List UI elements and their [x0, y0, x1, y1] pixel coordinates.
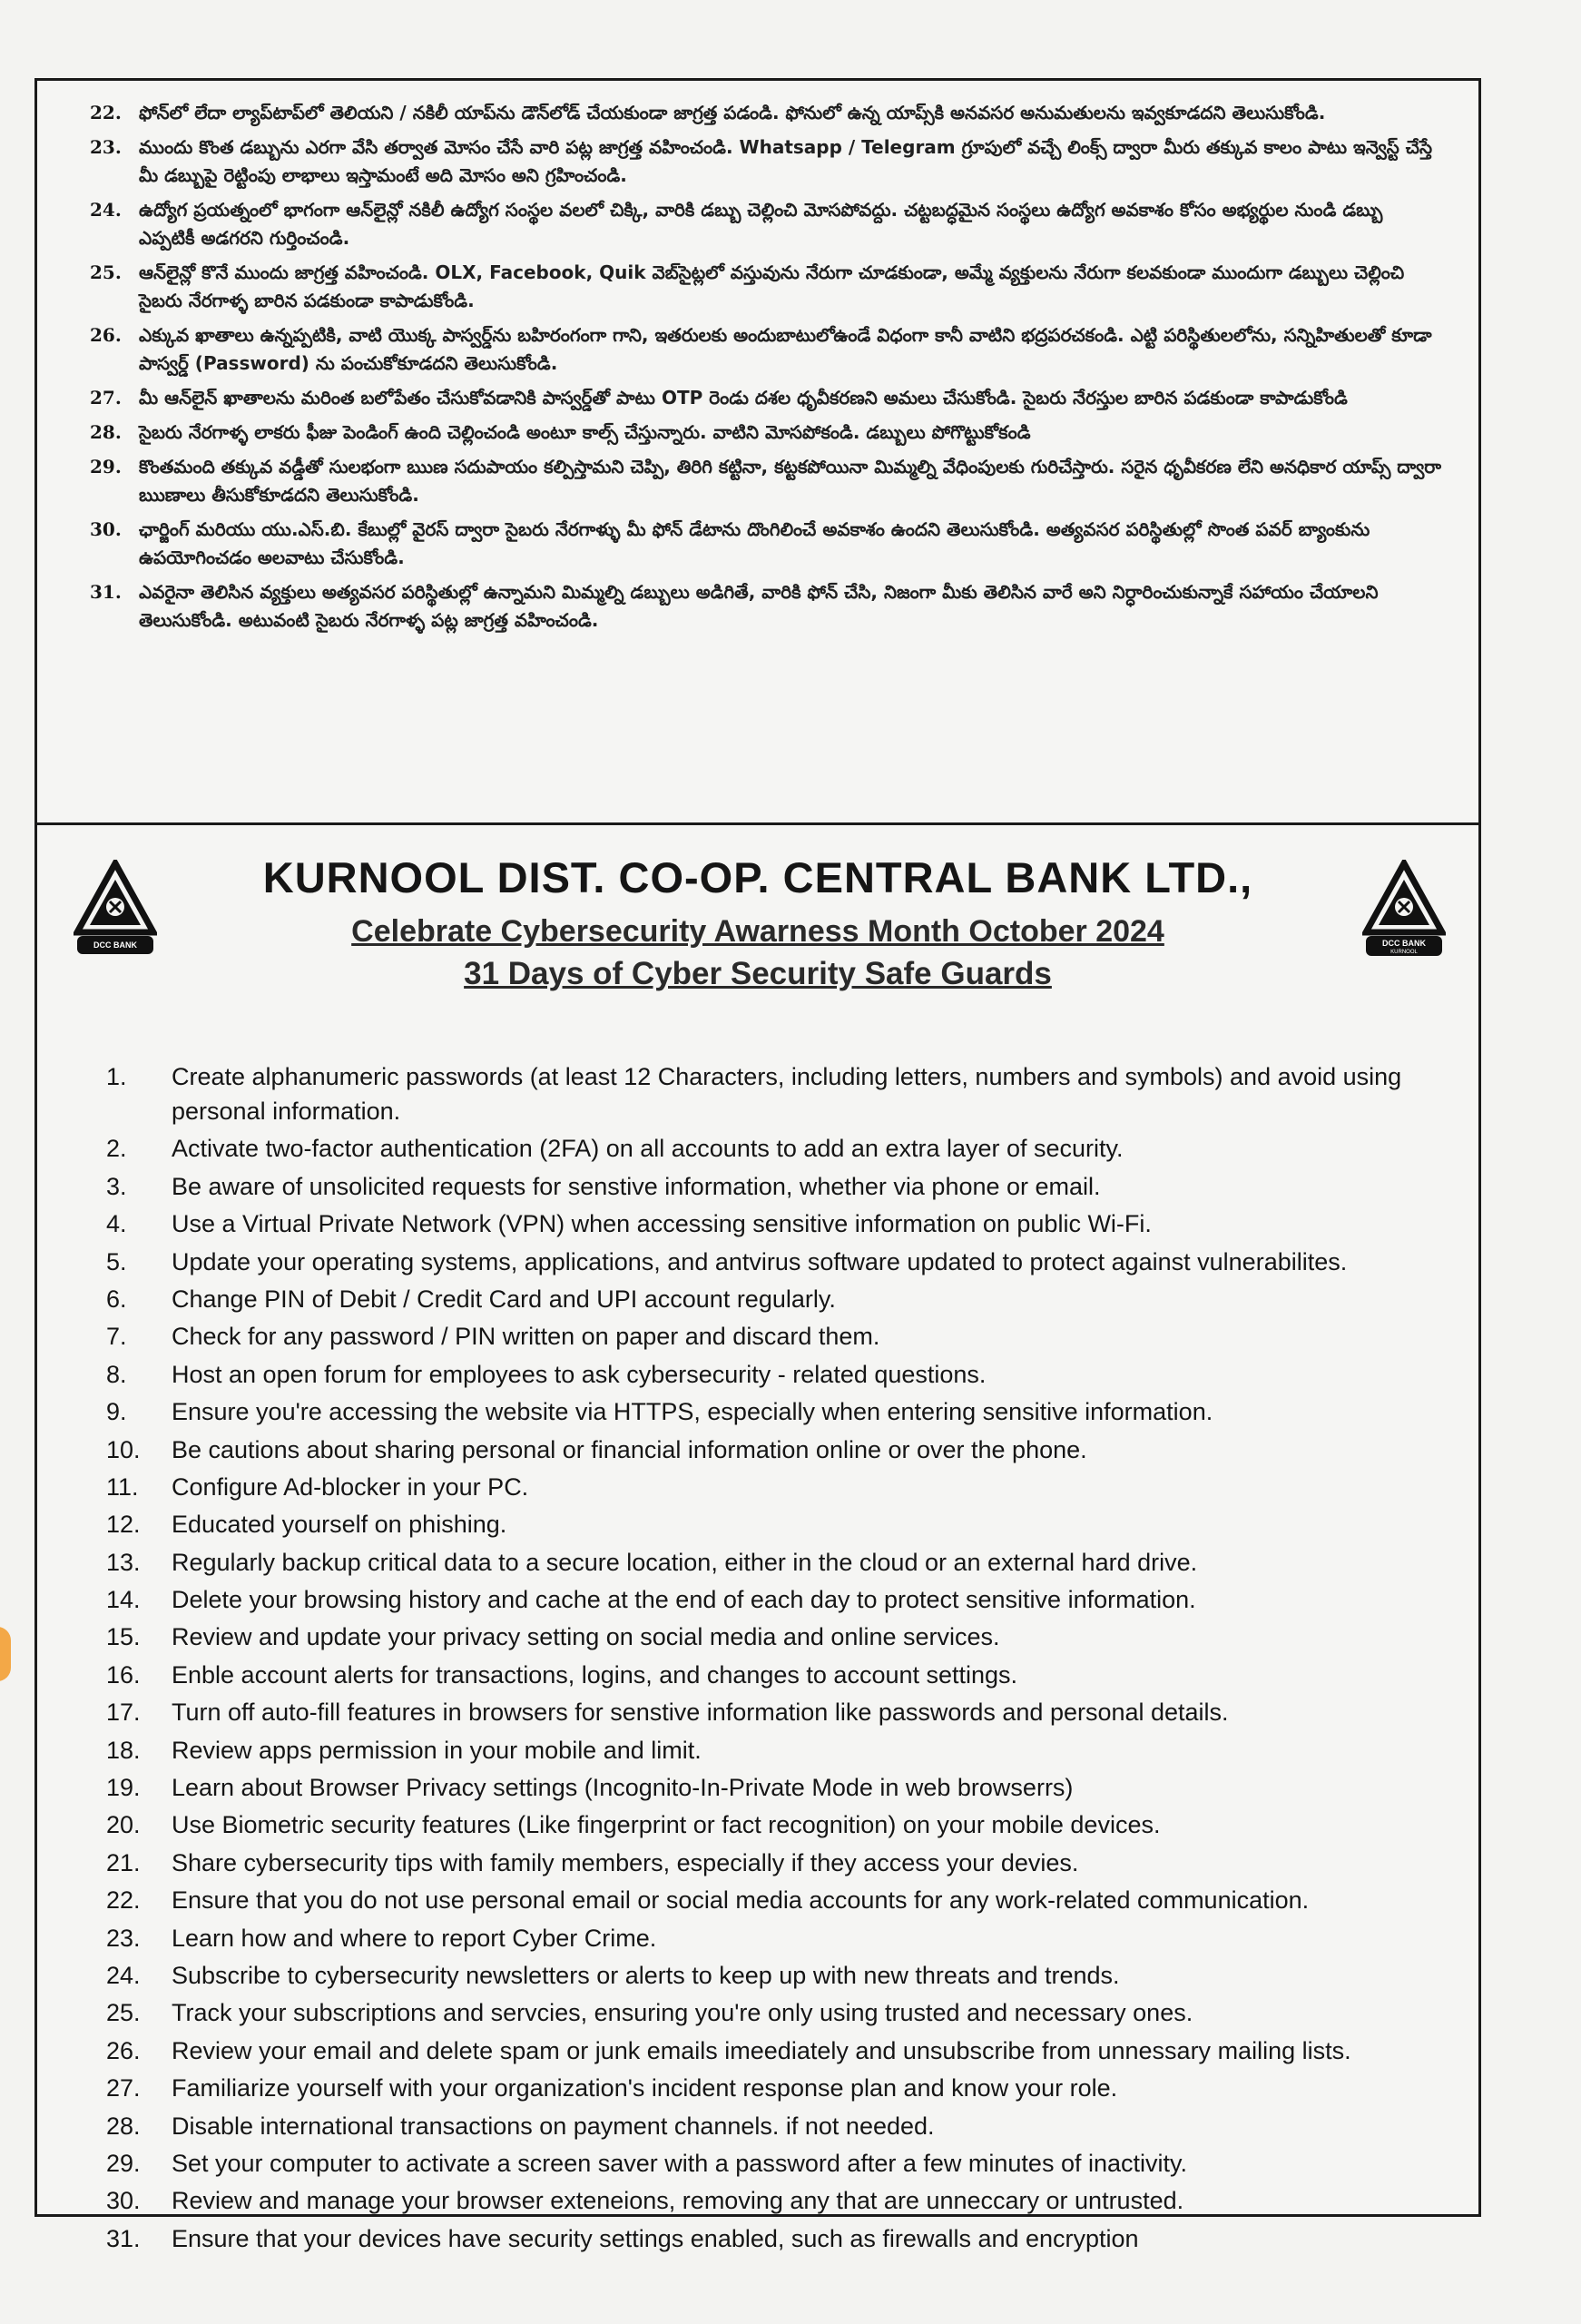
tip-list-item: [72, 1169, 1442, 1204]
tip-list-item: [72, 1658, 1442, 1692]
tip-number: 12.: [106, 1511, 141, 1539]
telugu-list-item: [74, 453, 1442, 509]
item-number: 23.: [90, 136, 122, 158]
item-text: ఛార్జింగ్ మరియు యు.ఎస్.బి. కేబుల్లో వైరస్ ద్వారా సైబరు నేరగాళ్ళు మీ ఫోన్ డేటాను దొంగిలించే అవకాశం ఉందని తెలుసుకోండి. అత్యవసర పరిస్థితుల్లో సొంత పవర్ బ్యాంకును ఉపయోగించడం అలవాటు చేసుకోండి.: [139, 518, 1370, 568]
tip-list-item: [72, 1846, 1442, 1880]
logo-text: DCC BANK: [1382, 939, 1426, 948]
tip-list-item: [72, 2183, 1442, 2218]
item-text: ఎక్కువ ఖాతాలు ఉన్నప్పటికి, వాటి యొక్క పాస్వర్డ్‌ను బహిరంగంగా గాని, ఇతరులకు అందుబాటులోఉండే విధంగా కానీ వాటిని భద్రపరచకండి. ఎట్టి పరిస్థితులలోను, సన్నిహితులతో కూడా పాస్వర్డ్ (Password) ను పంచుకోకూడదని తెలుసుకోండి.: [139, 324, 1432, 374]
bank-header: [37, 827, 1478, 1054]
tip-list-item: [72, 1357, 1442, 1392]
telugu-list-item: [74, 99, 1442, 127]
item-text: కొంతమంది తక్కువ వడ్డీతో సులభంగా ఋణ సదుపాయం కల్పిస్తామని చెప్పి, తిరిగి కట్టినా, కట్టకపోయినా మిమ్మల్ని వేధింపులకు గురిచేస్తారు. సరైన ధృవీకరణ లేని అనధికార యాప్స్ ద్వారా ఋణాలు తీసుకోకూడదని తెలుసుకోండి.: [139, 456, 1441, 506]
telugu-list-item: [74, 133, 1442, 190]
tip-number: 24.: [106, 1961, 141, 1989]
tip-list-item: [72, 2071, 1442, 2105]
tip-number: 7.: [106, 1323, 127, 1351]
tip-text: Review your email and delete spam or junk emails imeediately and unsubscribe from unnessary mailing lists.: [172, 2036, 1351, 2064]
item-text: ముందు కొంత డబ్బును ఎరగా వేసి తర్వాత మోసం చేసే వారి పట్ల జాగ్రత్త వహించండి. Whatsapp / Telegram గ్రూపులో వచ్చే లింక్స్ ద్వారా మీరు తక్కువ కాలం పాటు ఇన్వెస్ట్ చేస్తే మీ డబ్బుపై రెట్టింపు లాభాలు ఇస్తామంటే అది మోసం అని గ్రహించండి.: [139, 136, 1433, 186]
tip-list-item: [72, 1770, 1442, 1805]
item-text: ఆన్‌లైన్లో కొనే ముందు జాగ్రత్త వహించండి. OLX, Facebook, Quik వెబ్‌సైట్లలో వస్తువును నేరుగా చూడకుండా, అమ్మే వ్యక్తులను నేరుగా కలవకుండా ముందుగా డబ్బులు చెల్లించి సైబరు నేరగాళ్ళ బారిన పడకుండా కాపాడుకోండి.: [139, 261, 1405, 311]
tip-list-item: [72, 1958, 1442, 1993]
tip-text: Be aware of unsolicited requests for senstive information, whether via phone or email.: [172, 1172, 1101, 1200]
tip-text: Delete your browsing history and cache at the end of each day to protect sensitive information.: [172, 1586, 1196, 1614]
telugu-list-item: [74, 321, 1442, 378]
tip-text: Ensure you're accessing the website via HTTPS, especially when entering sensitive information.: [172, 1398, 1213, 1426]
notice-sheet: [34, 78, 1481, 2252]
tip-list-item: [72, 1883, 1442, 1917]
tip-list-item: [72, 1995, 1442, 2030]
tip-text: Activate two-factor authentication (2FA) on all accounts to add an extra layer of security.: [172, 1135, 1124, 1163]
tip-number: 31.: [106, 2224, 141, 2252]
tip-number: 18.: [106, 1736, 141, 1764]
tip-list-item: [72, 1470, 1442, 1504]
tip-text: Update your operating systems, applications, and antvirus software updated to protect against vulnerabilites.: [172, 1247, 1348, 1275]
tip-text: Be cautions about sharing personal or financial information online or over the phone.: [172, 1435, 1087, 1463]
tip-number: 26.: [106, 2036, 141, 2064]
tip-number: 10.: [106, 1435, 141, 1463]
tip-text: Review and manage your browser exteneions, removing any that are unneccary or untrusted.: [172, 2187, 1184, 2215]
tip-number: 21.: [106, 1848, 141, 1876]
tip-number: 28.: [106, 2112, 141, 2140]
tip-list-item: [72, 1733, 1442, 1768]
item-text: ఉద్యోగ ప్రయత్నంలో భాగంగా ఆన్‌లైన్లో నకిలీ ఉద్యోగ సంస్థల వలలో చిక్కి, వారికి డబ్బు చెల్లించి మోసపోవద్దు. చట్టబద్ధమైన సంస్థలు ఉద్యోగ అవకాశం కోసం అభ్యర్థుల నుండి డబ్బు ఎప్పటికీ అడగరని గుర్తించండి.: [139, 199, 1383, 249]
tip-text: Learn about Browser Privacy settings (Incognito-In-Private Mode in web browserrs): [172, 1774, 1074, 1802]
tip-text: Track your subscriptions and servcies, ensuring you're only using trusted and necessary ones.: [172, 1999, 1193, 2027]
item-number: 25.: [90, 261, 122, 283]
tip-list-item: [72, 1131, 1442, 1166]
tip-text: Create alphanumeric passwords (at least 12 Characters, including letters, numbers and symbols) and avoid using personal information.: [172, 1063, 1402, 1125]
tip-text: Enble account alerts for transactions, logins, and changes to account settings.: [172, 1660, 1018, 1689]
tip-number: 25.: [106, 1999, 141, 2027]
telugu-list-item: [74, 196, 1442, 252]
tip-list-item: [72, 1582, 1442, 1617]
tip-number: 22.: [106, 1886, 141, 1915]
item-text: మీ ఆన్‌లైన్ ఖాతాలను మరింత బలోపేతం చేసుకోవడానికి పాస్వర్డ్‌తో పాటు OTP రెండు దశల ధృవీకరణని అమలు చేసుకోండి. సైబరు నేరస్తుల బారిన పడకుండా కాపాడుకోండి: [139, 387, 1348, 409]
tip-number: 3.: [106, 1172, 127, 1200]
tip-number: 4.: [106, 1210, 127, 1238]
tip-text: Use a Virtual Private Network (VPN) when accessing sensitive information on public Wi-Fi.: [172, 1210, 1152, 1238]
tip-text: Subscribe to cybersecurity newsletters or alerts to keep up with new threats and trends.: [172, 1961, 1120, 1989]
tip-text: Turn off auto-fill features in browsers for senstive information like passwords and personal details.: [172, 1699, 1229, 1727]
item-number: 31.: [90, 581, 122, 603]
tip-text: Ensure that you do not use personal email or social media accounts for any work-related communication.: [172, 1886, 1310, 1915]
tip-number: 23.: [106, 1924, 141, 1952]
campaign-title: Celebrate Cybersecurity Awarness Month October 2024: [351, 914, 1164, 949]
tip-text: Familiarize yourself with your organization's incident response plan and know your role.: [172, 2074, 1118, 2102]
telugu-list-item: [74, 384, 1442, 412]
tip-list-item: [72, 1921, 1442, 1955]
tip-number: 1.: [106, 1063, 127, 1090]
bank-name: KURNOOL DIST. CO-OP. CENTRAL BANK LTD.,: [262, 853, 1253, 901]
tip-list-item: [72, 2221, 1442, 2256]
item-number: 29.: [90, 456, 122, 478]
item-number: 27.: [90, 387, 122, 409]
tip-list-item: [72, 1620, 1442, 1654]
english-tips-list: [37, 1059, 1478, 2259]
tip-list-item: [72, 2034, 1442, 2068]
orange-sticker: [0, 1627, 11, 1681]
tip-text: Use Biometric security features (Like fingerprint or fact recognition) on your mobile devices.: [172, 1811, 1161, 1839]
tip-number: 20.: [106, 1811, 141, 1839]
tip-list-item: [72, 1394, 1442, 1429]
tip-text: Change PIN of Debit / Credit Card and UPI account regularly.: [172, 1285, 836, 1313]
telugu-list-item: [74, 259, 1442, 315]
tip-text: Learn how and where to report Cyber Crime.: [172, 1924, 657, 1952]
tip-list-item: [72, 1282, 1442, 1316]
tip-text: Set your computer to activate a screen saver with a password after a few minutes of inactivity.: [172, 2149, 1187, 2177]
item-text: ఫోన్‌లో లేదా ల్యాప్‌టాప్‌లో తెలియని / నకిలీ యాప్‌ను డౌన్‌లోడ్ చేయకుండా జాగ్రత్త పడండి. ఫోనులో ఉన్న యాప్స్‌కి అనవసర అనుమతులను ఇవ్వకూడదని తెలుసుకోండి.: [139, 102, 1326, 123]
item-number: 24.: [90, 199, 122, 221]
tip-number: 5.: [106, 1247, 127, 1275]
tip-number: 27.: [106, 2074, 141, 2102]
tip-number: 8.: [106, 1360, 127, 1388]
tip-list-item: [72, 2109, 1442, 2143]
tip-text: Review apps permission in your mobile and limit.: [172, 1736, 702, 1764]
item-number: 26.: [90, 324, 122, 346]
item-number: 28.: [90, 421, 122, 443]
tip-number: 11.: [106, 1472, 139, 1501]
tip-number: 29.: [106, 2149, 141, 2177]
tip-text: Share cybersecurity tips with family members, especially if they access your devies.: [172, 1848, 1079, 1876]
tip-text: Configure Ad-blocker in your PC.: [172, 1472, 529, 1501]
telugu-list-item: [74, 419, 1442, 447]
tip-number: 19.: [106, 1774, 141, 1802]
telugu-list-item: [74, 516, 1442, 572]
tip-number: 17.: [106, 1699, 141, 1727]
tip-list-item: [72, 1319, 1442, 1354]
tip-text: Regularly backup critical data to a secure location, either in the cloud or an external hard drive.: [172, 1548, 1198, 1576]
telugu-list-item: [74, 578, 1442, 635]
item-number: 22.: [90, 102, 122, 123]
tip-number: 6.: [106, 1285, 127, 1313]
tip-list-item: [72, 1545, 1442, 1580]
tip-list-item: [72, 1507, 1442, 1541]
item-text: ఎవరైనా తెలిసిన వ్యక్తులు అత్యవసర పరిస్థితుల్లో ఉన్నామని మిమ్మల్ని డబ్బులు అడిగితే, వారికి ఫోన్ చేసి, నిజంగా మీకు తెలిసిన వారే అని నిర్ధారించుకున్నాకే సహాయం చేయాలని తెలుసుకోండి. అటువంటి సైబరు నేరగాళ్ళ పట్ల జాగ్రత్త వహించండి.: [139, 581, 1379, 631]
tip-number: 13.: [106, 1548, 141, 1576]
tip-text: Host an open forum for employees to ask cybersecurity - related questions.: [172, 1360, 987, 1388]
tip-number: 9.: [106, 1398, 127, 1426]
item-number: 30.: [90, 518, 122, 540]
tip-list-item: [72, 1245, 1442, 1279]
item-text: సైబరు నేరగాళ్ళ లాకరు ఫీజు పెండింగ్ ఉంది చెల్లించండి అంటూ కాల్స్ చేస్తున్నారు. వాటిని మోసపోకండి. డబ్బులు పోగొట్టుకోకండి: [139, 421, 1031, 443]
tip-text: Review and update your privacy setting on social media and online services.: [172, 1623, 1000, 1651]
tip-number: 30.: [106, 2187, 141, 2215]
tip-text: Disable international transactions on payment channels. if not needed.: [172, 2112, 935, 2140]
tip-number: 2.: [106, 1135, 127, 1163]
tip-list-item: [72, 1059, 1442, 1128]
tip-list-item: [72, 1433, 1442, 1467]
tip-text: Educated yourself on phishing.: [172, 1511, 507, 1539]
campaign-subtitle: 31 Days of Cyber Security Safe Guards: [464, 956, 1052, 991]
tip-number: 15.: [106, 1623, 141, 1651]
tip-list-item: [72, 1206, 1442, 1241]
logo-text: DCC BANK: [93, 940, 137, 950]
tip-list-item: [72, 1807, 1442, 1842]
tip-number: 16.: [106, 1660, 141, 1689]
tip-list-item: [72, 1695, 1442, 1729]
tip-text: Check for any password / PIN written on paper and discard them.: [172, 1323, 880, 1351]
tip-list-item: [72, 2146, 1442, 2181]
logo-subtext: KURNOOL: [1390, 950, 1418, 955]
tip-text: Ensure that your devices have security settings enabled, such as firewalls and encryption: [172, 2224, 1139, 2252]
telugu-tips-section: [37, 81, 1478, 825]
tip-number: 14.: [106, 1586, 141, 1614]
